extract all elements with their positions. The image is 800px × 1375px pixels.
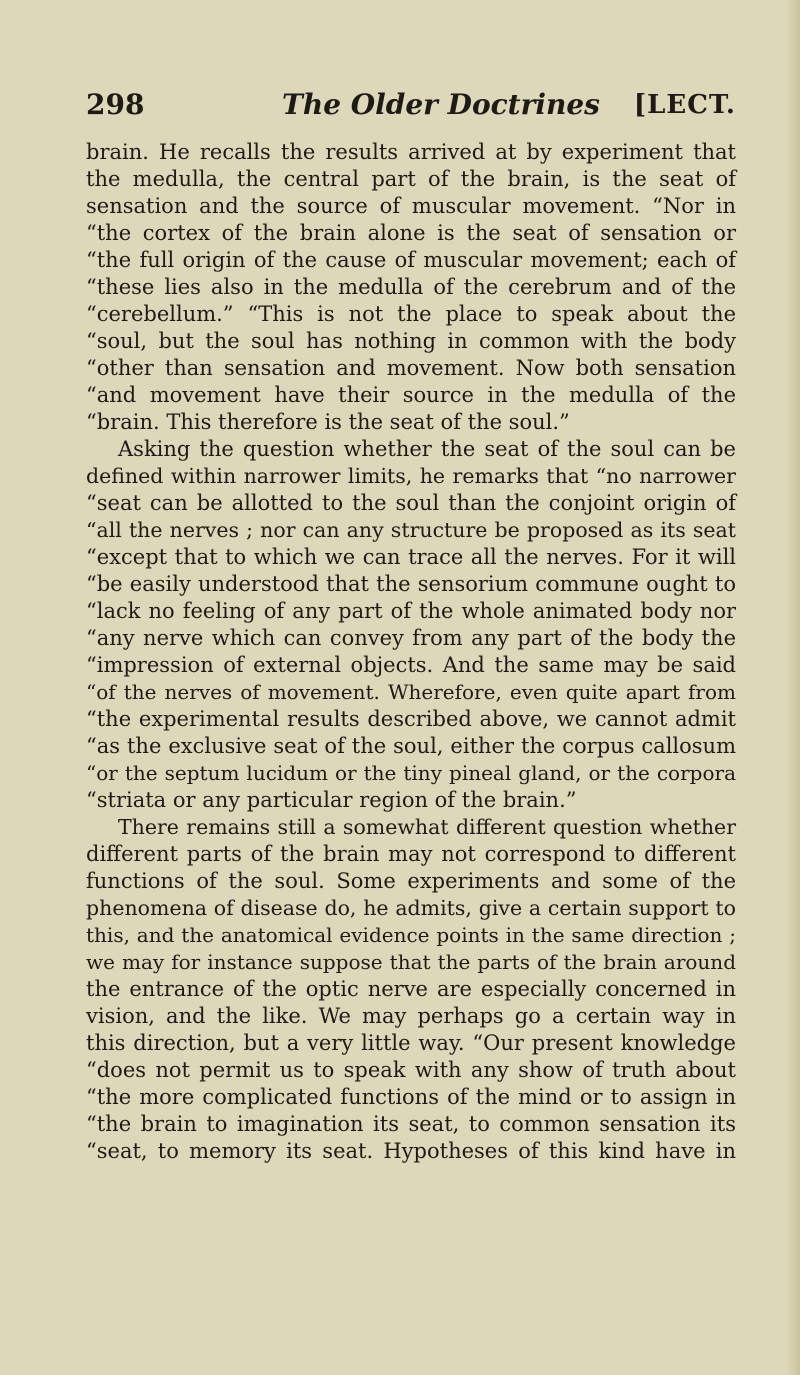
running-header: [86, 88, 736, 132]
text-line: “and movement have their source in the medulla of the: [86, 383, 736, 407]
body-text: [86, 139, 736, 1165]
text-line: phenomena of disease do, he admits, give a certain support to: [86, 896, 736, 920]
page-edge: [786, 0, 800, 1375]
text-line: “impression of external objects. And the same may be said: [86, 653, 736, 677]
text-line: “all the nerves ; nor can any structure be proposed as its seat: [86, 518, 736, 542]
text-line: “striata or any particular region of the brain.”: [86, 788, 577, 812]
text-line: the entrance of the optic nerve are especially concerned in: [86, 977, 736, 1001]
text-line: we may for instance suppose that the parts of the brain around: [86, 950, 736, 974]
text-line: the medulla, the central part of the brain, is the seat of: [86, 167, 736, 191]
text-line: this direction, but a very little way. “Our present knowledge: [86, 1031, 736, 1055]
text-line: “the experimental results described above, we cannot admit: [86, 707, 736, 731]
text-line: Asking the question whether the seat of the soul can be: [118, 437, 736, 461]
running-title: The Older Doctrines: [282, 88, 600, 121]
text-line: “the more complicated functions of the mind or to assign in: [86, 1085, 736, 1109]
text-line: “other than sensation and movement. Now both sensation: [86, 356, 736, 380]
text-line: brain. He recalls the results arrived at by experiment that: [86, 140, 736, 164]
text-line: “the brain to imagination its seat, to common sensation its: [86, 1112, 736, 1136]
text-line: “does not permit us to speak with any show of truth about: [86, 1058, 736, 1082]
text-line: “be easily understood that the sensorium commune ought to: [86, 572, 736, 596]
text-line: “any nerve which can convey from any part of the body the: [86, 626, 736, 650]
text-line: “except that to which we can trace all the nerves. For it will: [86, 545, 736, 569]
section-marker: [LECT.: [633, 90, 736, 120]
text-line: “these lies also in the medulla of the cerebrum and of the: [86, 275, 736, 299]
text-line: functions of the soul. Some experiments and some of the: [86, 869, 736, 893]
text-line: this, and the anatomical evidence points in the same direction ;: [86, 923, 736, 947]
text-line: vision, and the like. We may perhaps go a certain way in: [86, 1004, 736, 1028]
text-line: There remains still a somewhat different question whether: [118, 815, 736, 839]
text-line: “seat, to memory its seat. Hypotheses of this kind have in: [86, 1139, 736, 1163]
text-line: “seat can be allotted to the soul than the conjoint origin of: [86, 491, 736, 515]
text-line: “cerebellum.” “This is not the place to speak about the: [86, 302, 736, 326]
text-line: “as the exclusive seat of the soul, either the corpus callosum: [86, 734, 736, 758]
text-line: “lack no feeling of any part of the whole animated body nor: [86, 599, 736, 623]
text-line: “soul, but the soul has nothing in common with the body: [86, 329, 736, 353]
text-line: different parts of the brain may not correspond to different: [86, 842, 736, 866]
text-line: “brain. This therefore is the seat of the soul.”: [86, 410, 570, 434]
text-line: “the cortex of the brain alone is the seat of sensation or: [86, 221, 736, 245]
page-number: 298: [86, 88, 145, 121]
text-line: defined within narrower limits, he remarks that “no narrower: [86, 464, 736, 488]
text-line: “the full origin of the cause of muscular movement; each of: [86, 248, 736, 272]
text-line: “of the nerves of movement. Wherefore, even quite apart from: [86, 680, 736, 704]
text-line: sensation and the source of muscular movement. “Nor in: [86, 194, 736, 218]
text-line: “or the septum lucidum or the tiny pineal gland, or the corpora: [86, 761, 736, 785]
